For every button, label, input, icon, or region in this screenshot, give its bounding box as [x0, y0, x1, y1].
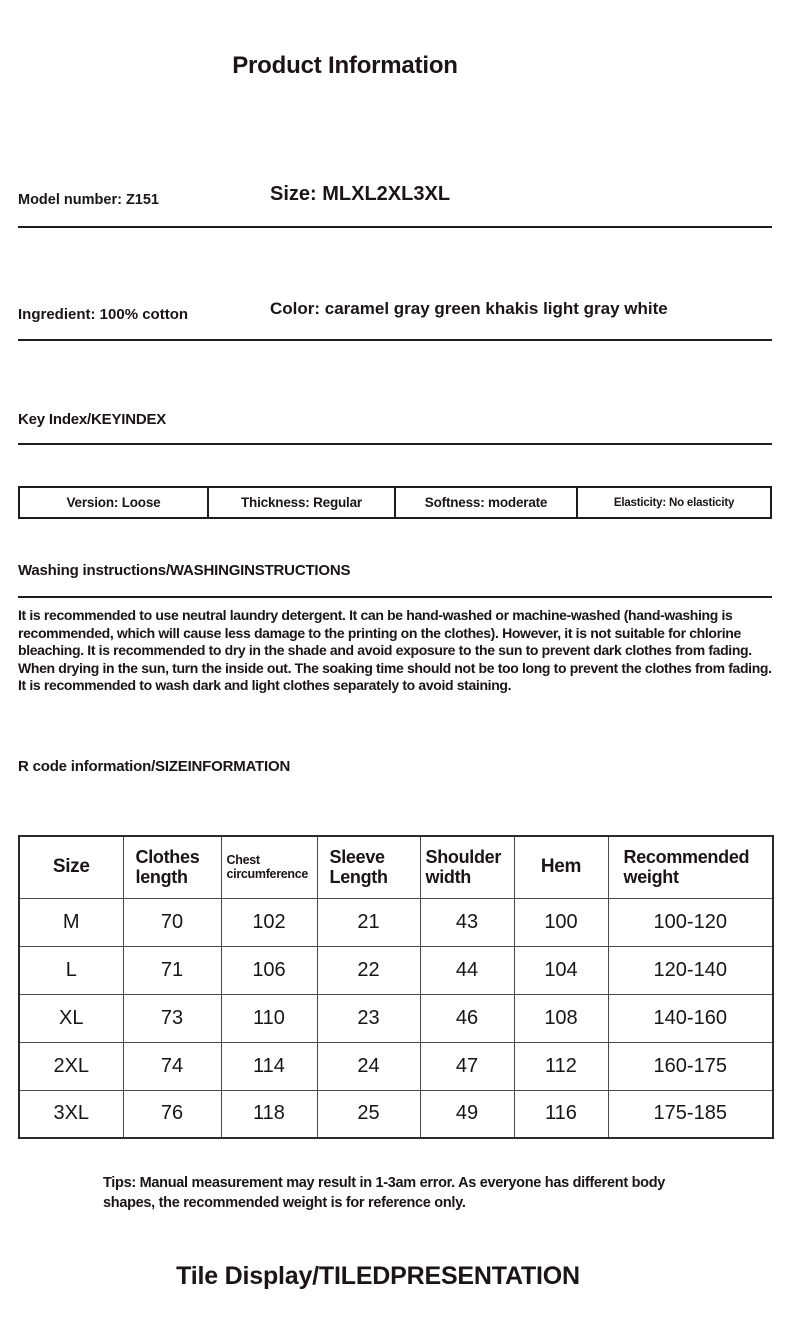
cell-size: M — [19, 898, 123, 946]
cell-shoulder: 43 — [420, 898, 514, 946]
color-label: Color: caramel gray green khakis light gray white — [270, 299, 668, 318]
cell-hem: 108 — [514, 994, 608, 1042]
cell-hem: 104 — [514, 946, 608, 994]
cell-length: 76 — [123, 1090, 221, 1138]
cell-length: 73 — [123, 994, 221, 1042]
washing-instructions-body: It is recommended to use neutral laundry detergent. It can be hand-washed or machine-washed (hand-washing is recommended, which will cause less damage to the printing on the clothes). However, it is not suitable for chlorine bleaching. It is recommended to dry in the shade and avoid exposure to the sun to prevent dark clothes from fading. When drying in the sun, turn the inside out. The soaking time should not be too long to prevent the clothes from fading. It is recommended to wash dark and light clothes separately to avoid staining. — [18, 607, 772, 693]
cell-hem: 116 — [514, 1090, 608, 1138]
size-row-l — [19, 946, 773, 994]
cell-shoulder: 47 — [420, 1042, 514, 1090]
divider-rule-4 — [18, 596, 772, 598]
ingredient-label: Ingredient: 100% cotton — [18, 306, 189, 323]
cell-chest: 118 — [221, 1090, 317, 1138]
divider-rule-1 — [18, 226, 772, 228]
size-row-3xl — [19, 1090, 773, 1138]
size-row-xl — [19, 994, 773, 1042]
cell-size: L — [19, 946, 123, 994]
key-index-cell-elasticity: Elasticity: No elasticity — [576, 488, 770, 517]
cell-sleeve: 24 — [317, 1042, 420, 1090]
cell-sleeve: 23 — [317, 994, 420, 1042]
model-number-label: Model number: Z151 — [18, 192, 159, 208]
size-label: Size: MLXL2XL3XL — [270, 183, 451, 205]
tile-display-heading: Tile Display/TILEDPRESENTATION — [176, 1262, 580, 1290]
cell-weight: 140-160 — [608, 994, 773, 1042]
cell-weight: 120-140 — [608, 946, 773, 994]
cell-size: 3XL — [19, 1090, 123, 1138]
header-hem: Hem — [514, 836, 608, 898]
page-title: Product Information — [232, 52, 458, 79]
size-chart — [18, 835, 774, 1139]
header-chest-circumference: Chest circumference — [221, 836, 317, 898]
cell-hem: 112 — [514, 1042, 608, 1090]
key-index-heading: Key Index/KEYINDEX — [18, 411, 167, 428]
header-recommended-weight: Recommended weight — [608, 836, 773, 898]
cell-length: 71 — [123, 946, 221, 994]
cell-shoulder: 44 — [420, 946, 514, 994]
key-index-cell-thickness: Thickness: Regular — [207, 488, 394, 517]
cell-hem: 100 — [514, 898, 608, 946]
cell-weight: 175-185 — [608, 1090, 773, 1138]
header-clothes-length: Clothes length — [123, 836, 221, 898]
cell-length: 70 — [123, 898, 221, 946]
divider-rule-3 — [18, 443, 772, 445]
size-chart-table — [18, 835, 774, 1139]
measurement-tips-note: Tips: Manual measurement may result in 1-3am error. As everyone has different body shapes, the recommended weight is for reference only. — [103, 1175, 666, 1211]
header-sleeve-length: Sleeve Length — [317, 836, 420, 898]
header-size: Size — [19, 836, 123, 898]
cell-sleeve: 25 — [317, 1090, 420, 1138]
cell-sleeve: 22 — [317, 946, 420, 994]
key-index-cell-softness: Softness: moderate — [394, 488, 576, 517]
cell-chest: 110 — [221, 994, 317, 1042]
washing-instructions-heading: Washing instructions/WASHINGINSTRUCTIONS — [18, 562, 351, 579]
key-index-table — [18, 486, 772, 519]
cell-chest: 106 — [221, 946, 317, 994]
header-shoulder-width: Shoulder width — [420, 836, 514, 898]
cell-chest: 114 — [221, 1042, 317, 1090]
divider-rule-2 — [18, 339, 772, 341]
cell-chest: 102 — [221, 898, 317, 946]
size-row-2xl — [19, 1042, 773, 1090]
key-index-cell-version: Version: Loose — [66, 495, 161, 510]
cell-weight: 100-120 — [608, 898, 773, 946]
size-information-heading: R code information/SIZEINFORMATION — [18, 758, 291, 775]
cell-sleeve: 21 — [317, 898, 420, 946]
cell-size: XL — [19, 994, 123, 1042]
size-row-m — [19, 898, 773, 946]
cell-length: 74 — [123, 1042, 221, 1090]
cell-size: 2XL — [19, 1042, 123, 1090]
cell-shoulder: 49 — [420, 1090, 514, 1138]
cell-shoulder: 46 — [420, 994, 514, 1042]
cell-weight: 160-175 — [608, 1042, 773, 1090]
size-chart-header-row — [19, 836, 773, 898]
